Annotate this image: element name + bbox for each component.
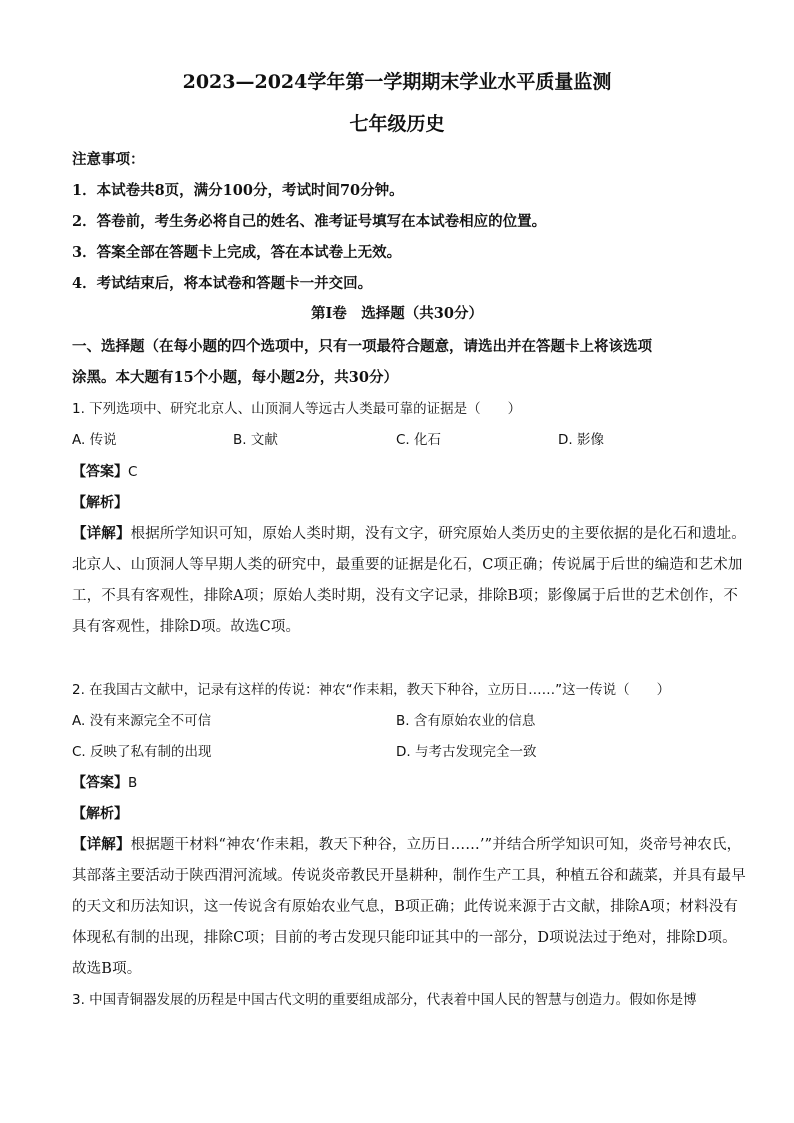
q1-option-d: D. 影像 [558, 432, 604, 448]
q2-detail-line: 的天文和历法知识，这一传说含有原始农业气息，B项正确；此传说来源于古文献，排除A项；材料没有 [72, 899, 739, 915]
q1-detail-line: 具有客观性，排除D项。故选C项。 [72, 619, 301, 635]
question-1-stem: 1. 下列选项中、研究北京人、山顶洞人等远古人类最可靠的证据是（ ） [72, 401, 522, 417]
notice-heading: 注意事项： [72, 151, 145, 168]
q1-option-a: A. 传说 [72, 432, 117, 448]
q1-analysis-tag: 【解析】 [72, 495, 128, 511]
q2-option-a: A. 没有来源完全不可信 [72, 713, 212, 729]
q2-answer [72, 773, 137, 793]
section-title: 第Ⅰ卷 选择题（共30分） [311, 305, 483, 322]
q2-analysis-tag: 【解析】 [72, 806, 128, 822]
q2-option-c: C. 反映了私有制的出现 [72, 744, 212, 760]
q1-detail-line: 北京人、山顶洞人等早期人类的研究中，最重要的证据是化石，C项正确；传说属于后世的编造和艺术加 [72, 557, 743, 573]
exam-title: 2023—2024学年第一学期期末学业水平质量监测 [182, 71, 612, 93]
exam-subject: 七年级历史 [349, 113, 445, 135]
q2-option-d: D. 与考古发现完全一致 [396, 744, 537, 760]
notice-item: 4．考试结束后，将本试卷和答题卡一并交回。 [72, 275, 373, 292]
q1-answer [72, 462, 137, 482]
q1-option-c: C. 化石 [396, 432, 442, 448]
section-heading-line: 涂黑。本大题有15个小题，每小题2分，共30分） [72, 369, 398, 386]
answer-value: B [128, 775, 138, 791]
answer-value: C [128, 464, 138, 480]
detail-text: 根据题干材料“神农‘作耒耜，教天下种谷，立历日……’”并结合所学知识可知，炎帝号神农氏， [130, 837, 742, 853]
question-2-stem: 2. 在我国古文献中，记录有这样的传说：神农“作耒耜，教天下种谷，立历日……”这一传说（ ） [72, 682, 671, 698]
q2-detail-line: 故选B项。 [72, 961, 142, 977]
section-heading-line: 一、选择题（在每小题的四个选项中，只有一项最符合题意，请选出并在答题卡上将该选项 [72, 338, 652, 355]
notice-item: 2．答卷前，考生务必将自己的姓名、准考证号填写在本试卷相应的位置。 [72, 213, 547, 230]
q1-option-b: B. 文献 [233, 432, 278, 448]
q2-option-b: B. 含有原始农业的信息 [396, 713, 536, 729]
detail-tag: 【详解】 [72, 836, 131, 853]
notice-item: 3．答案全部在答题卡上完成，答在本试卷上无效。 [72, 244, 402, 261]
answer-tag: 【答案】 [72, 464, 128, 480]
notice-item: 1．本试卷共8页，满分100分，考试时间70分钟。 [72, 182, 404, 199]
q1-detail-line [72, 524, 746, 544]
q2-detail-line [72, 835, 741, 855]
detail-text: 根据所学知识可知，原始人类时期，没有文字，研究原始人类历史的主要依据的是化石和遗址。 [130, 526, 746, 542]
q1-detail-line: 工，不具有客观性，排除A项；原始人类时期，没有文字记录，排除B项；影像属于后世的艺术创作，不 [72, 588, 739, 604]
q2-detail-line: 其部落主要活动于陕西渭河流域。传说炎帝教民开垦耕种，制作生产工具，种植五谷和蔬菜，并具有最早 [72, 868, 746, 884]
answer-tag: 【答案】 [72, 775, 128, 791]
question-3-stem: 3. 中国青铜器发展的历程是中国古代文明的重要组成部分，代表着中国人民的智慧与创造力。假如你是博 [72, 992, 697, 1008]
detail-tag: 【详解】 [72, 525, 131, 542]
q2-detail-line: 体现私有制的出现，排除C项；目前的考古发现只能印证其中的一部分，D项说法过于绝对，排除D项。 [72, 930, 737, 946]
